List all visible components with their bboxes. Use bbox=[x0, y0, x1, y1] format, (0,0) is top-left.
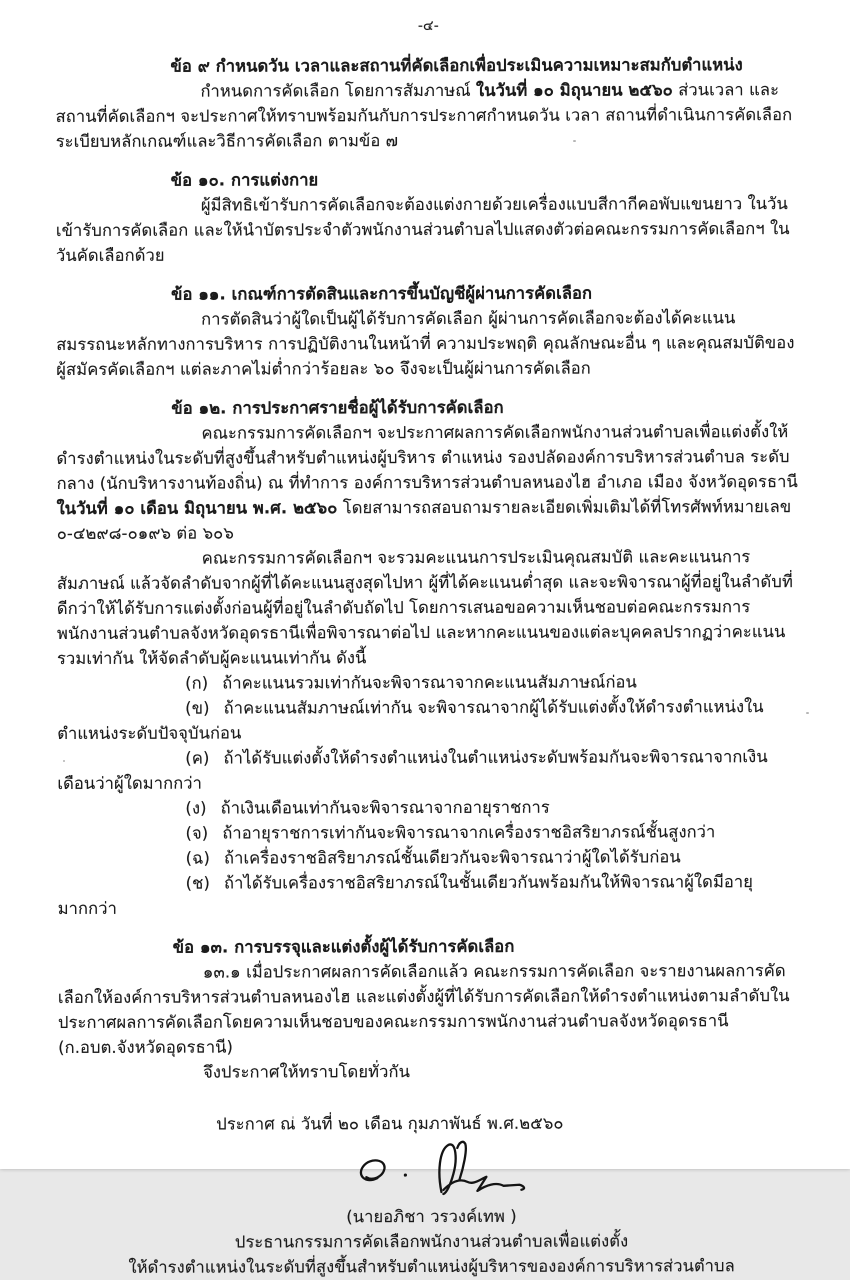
item-label: (จ) bbox=[185, 823, 209, 843]
signature-scribble-icon bbox=[353, 1138, 543, 1202]
item-label: (ช) bbox=[185, 873, 211, 893]
document-content bbox=[55, 13, 804, 1280]
item-label: (ข) bbox=[185, 698, 210, 718]
item-text: ถ้าได้รับเครื่องราชอิสริยาภรณ์ในชั้นเดียวกันพร้อมกันให้พิจารณาผู้ใดมีอายุมากกว่า bbox=[57, 872, 754, 918]
tiebreak-item-a bbox=[57, 669, 803, 696]
section9-text-1: กำหนดการคัดเลือก โดยการสัมภาษณ์ bbox=[200, 80, 477, 101]
section12-text-1: คณะกรรมการคัดเลือกฯ จะประกาศผลการคัดเลือกพนักงานส่วนตำบลเพื่อแต่งตั้งให้ดำรงตำแหน่งในระดับที่สูงขึ้นสำหรับตำแหน่งผู้บริหาร ตำแหน่ง รองปลัดองค์การบริหารส่วนตำบล ระดับกลาง (นักบริหารงานท้องถิ่น) ณ ที่ทำการ องค์การบริหารส่วนตำบลหนองไฮ อำเภอ เมือง จังหวัดอุดรธานี bbox=[56, 422, 798, 493]
tiebreak-item-f bbox=[58, 844, 804, 871]
signer-role-line-2: ให้ดำรงตำแหน่งในระดับที่สูงขึ้นสำหรับตำแหน่งผู้บริหารขององค์การบริหารส่วนตำบล bbox=[128, 1256, 735, 1277]
scan-speck bbox=[806, 712, 809, 714]
item-text: ถ้าได้รับแต่งตั้งให้ดำรงตำแหน่งในตำแหน่งระดับพร้อมกันจะพิจารณาจากเงินเดือนว่าผู้ใดมากกว่า bbox=[57, 747, 768, 793]
section10-paragraph: ผู้มีสิทธิเข้ารับการคัดเลือกจะต้องแต่งกายด้วยเครื่องแบบสีกากีคอพับแขนยาว ในวันเข้ารับการคัดเลือก และให้นำบัตรประจำตัวพนักงานส่วนตำบลไปแสดงตัวต่อคณะกรรมการคัดเลือกฯ ในวันคัดเลือกด้วย bbox=[55, 194, 790, 265]
item-label: (ค) bbox=[185, 748, 210, 768]
item-text: ถ้าคะแนนรวมเท่ากันจะพิจารณาจากคะแนนสัมภาษณ์ก่อน bbox=[222, 672, 637, 693]
section12-date-bold: ในวันที่ ๑๐ เดือน มิถุนายน พ.ศ. ๒๕๖๐ bbox=[56, 498, 338, 518]
section13-paragraph: ๑๓.๑ เมื่อประกาศผลการคัดเลือกแล้ว คณะกรรมการคัดเลือก จะรายงานผลการคัดเลือกให้องค์การบริหารส่วนตำบลหนองไฮ และแต่งตั้งผู้ที่ได้รับการคัดเลือกให้ดำรงตำแหน่งตามลำดับในประกาศผลการคัดเลือกโดยความเห็นชอบของคณะกรรมการพนักงานส่วนตำบลจังหวัดอุดรธานี (ก.อบต.จังหวัดอุดรธานี) bbox=[57, 961, 790, 1057]
section9-heading: ข้อ ๙ กำหนดวัน เวลาและสถานที่คัดเลือกเพื่อประเมินความเหมาะสมกับตำแหน่ง bbox=[170, 55, 743, 76]
section13-heading: ข้อ ๑๓. การบรรจุและแต่งตั้งผู้ได้รับการคัดเลือก bbox=[172, 936, 515, 957]
section11-heading: ข้อ ๑๑. เกณฑ์การตัดสินและการขึ้นบัญชีผู้ผ่านการคัดเลือก bbox=[171, 283, 593, 304]
item-text: ถ้าคะแนนสัมภาษณ์เท่ากัน จะพิจารณาจากผู้ได้รับแต่งตั้งให้ดำรงตำแหน่งในตำแหน่งระดับปัจจุบันก่อน bbox=[57, 697, 764, 743]
item-label: (ง) bbox=[185, 798, 207, 818]
section11-paragraph: การตัดสินว่าผู้ใดเป็นผู้ได้รับการคัดเลือก ผู้ผ่านการคัดเลือกจะต้องได้คะแนนสมรรถนะหลักทางการบริหาร การปฏิบัติงานในหน้าที่ ความประพฤติ คุณลักษณะอื่น ๆ และคุณสมบัติของผู้สมัครคัดเลือกฯ แต่ละภาคไม่ต่ำกว่าร้อยละ ๖๐ จึงจะเป็นผู้ผ่านการคัดเลือก bbox=[56, 308, 795, 379]
item-text: ถ้าเครื่องราชอิสริยาภรณ์ชั้นเดียวกันจะพิจารณาว่าผู้ใดได้รับก่อน bbox=[223, 847, 681, 868]
section10-heading: ข้อ ๑๐. การแต่งกาย bbox=[170, 170, 319, 190]
item-label: (ฉ) bbox=[185, 848, 210, 868]
section12-paragraph-2: คณะกรรมการคัดเลือกฯ จะรวมคะแนนการประเมินคุณสมบัติ และคะแนนการสัมภาษณ์ แล้วจัดลำดับจากผู้ที่ได้คะแนนสูงสุดไปหา ผู้ที่ได้คะแนนต่ำสุด และจะพิจารณาผู้ที่อยู่ในลำดับที่ดีกว่าให้ได้รับการแต่งตั้งก่อนผู้ที่อยู่ในลำดับถัดไป โดยการเสนอขอความเห็นชอบต่อคณะกรรมการพนักงานส่วนตำบลจังหวัดอุดรธานีเพื่อพิจารณาต่อไป และหากคะแนนของแต่ละบุคคลปรากฏว่าคะแนนรวมเท่ากัน ให้จัดลำดับผู้คะแนนเท่ากัน ดังนี้ bbox=[56, 547, 793, 668]
item-label: (ก) bbox=[185, 673, 209, 693]
item-text: ถ้าเงินเดือนเท่ากันจะพิจารณาจากอายุราชการ bbox=[220, 797, 550, 818]
tiebreak-item-c bbox=[57, 744, 803, 796]
section12-heading: ข้อ ๑๒. การประกาศรายชื่อผู้ได้รับการคัดเลือก bbox=[171, 397, 504, 418]
tiebreak-item-e bbox=[57, 819, 803, 846]
tiebreak-item-d bbox=[57, 794, 803, 821]
section9-paragraph bbox=[56, 77, 802, 154]
closing-statement: จึงประกาศให้ทราบโดยทั่วกัน bbox=[203, 1062, 410, 1082]
page-number: -๔- bbox=[417, 17, 439, 35]
item-text: ถ้าอายุราชการเท่ากันจะพิจารณาจากเครื่องราชอิสริยาภรณ์ชั้นสูงกว่า bbox=[222, 822, 716, 843]
section9-date-bold: ในวันที่ ๑๐ มิถุนายน ๒๕๖๐ bbox=[476, 80, 673, 100]
signer-name: (นายอภิชา วรวงค์เทพ ) bbox=[346, 1206, 517, 1227]
signer-role-line-1: ประธานกรรมการคัดเลือกพนักงานส่วนตำบลเพื่อแต่งตั้ง bbox=[234, 1231, 629, 1252]
proclamation-date-line: ประกาศ ณ วันที่ ๒๐ เดือน กุมภาพันธ์ พ.ศ.๒๕๖๐ bbox=[216, 1113, 564, 1134]
section9-text-2: ส่วนเวลา และสถานที่คัดเลือกฯ จะประกาศให้ทราบพร้อมกันกับการประกาศกำหนดวัน เวลา สถานที่ดำเนินการคัดเลือก ระเบียบหลักเกณฑ์และวิธีการคัดเลือก ตามข้อ ๗ bbox=[55, 80, 793, 151]
section12-text-2: โดยสามารถสอบถามรายละเอียดเพิ่มเติมได้ที่โทรศัพท์หมายเลข ๐-๔๒๙๘-๐๑๙๖ ต่อ ๖๐๖ bbox=[56, 497, 792, 543]
tiebreak-item-g bbox=[58, 869, 804, 921]
tiebreak-item-b bbox=[57, 694, 803, 746]
signature-area bbox=[58, 1135, 804, 1203]
section12-paragraph-1 bbox=[56, 419, 802, 546]
